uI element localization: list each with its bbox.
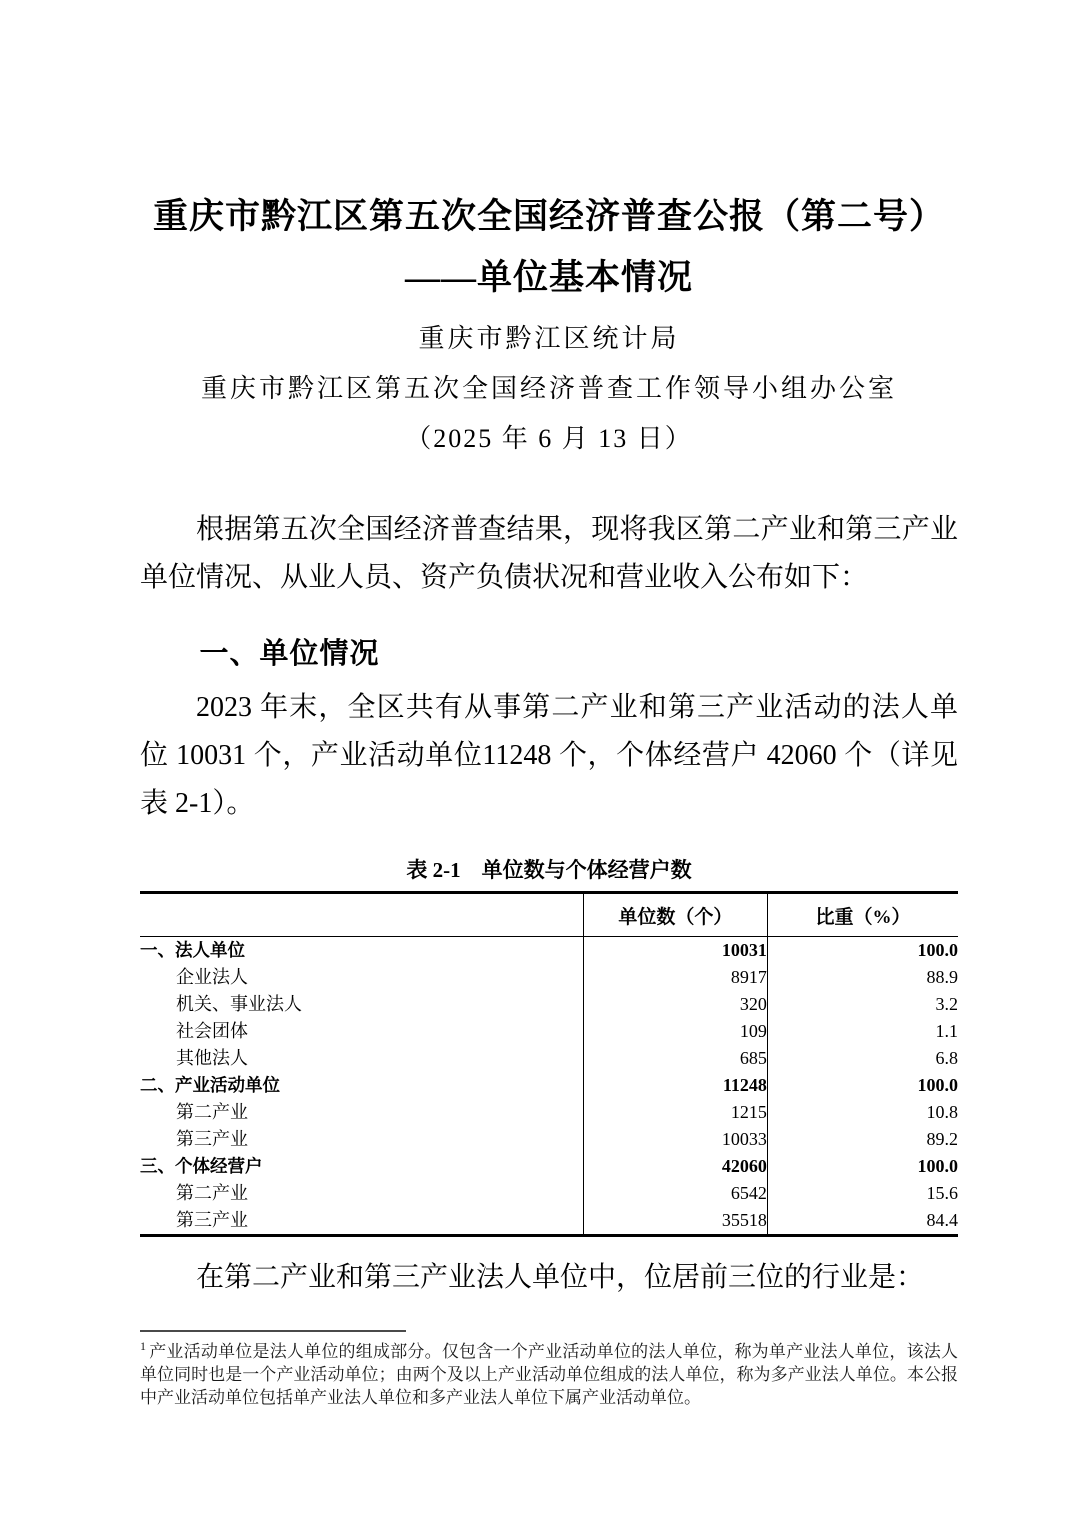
- table-row: [140, 1153, 958, 1180]
- row-share-percent: 100.0: [767, 1153, 958, 1180]
- row-unit-count: 685: [583, 1045, 767, 1072]
- top-industries-paragraph: 在第二产业和第三产业法人单位中，位居前三位的行业是：: [196, 1262, 925, 1293]
- row-unit-count: 320: [583, 991, 767, 1018]
- units-table: [140, 891, 958, 1237]
- document-page: [140, 0, 958, 1409]
- row-unit-count: 10031: [583, 937, 767, 965]
- row-share-percent: 100.0: [767, 1072, 958, 1099]
- row-label: 第三产业: [176, 1210, 248, 1230]
- row-unit-count: 109: [583, 1018, 767, 1045]
- column-header-share: 比重（%）: [767, 893, 958, 937]
- row-label: 第二产业: [176, 1183, 248, 1203]
- row-label: 第二产业: [176, 1102, 248, 1122]
- table-title: 表 2-1 单位数与个体经营户数: [406, 858, 692, 882]
- row-label: 一、法人单位: [140, 940, 245, 960]
- document-title-line2: ——单位基本情况: [404, 258, 693, 297]
- table-row: [140, 991, 958, 1018]
- section-heading-units: 一、单位情况: [199, 638, 380, 670]
- units-summary-paragraph: 2023 年末，全区共有从事第二产业和第三产业活动的法人单位 10031 个，产业活动单位11248 个，个体经营户 42060 个（详见表 2-1）。: [140, 692, 958, 819]
- table-row: [140, 1207, 958, 1236]
- row-share-percent: 6.8: [767, 1045, 958, 1072]
- row-share-percent: 1.1: [767, 1018, 958, 1045]
- row-unit-count: 42060: [583, 1153, 767, 1180]
- row-share-percent: 100.0: [767, 937, 958, 965]
- column-header-unit-count: 单位数（个）: [583, 893, 767, 937]
- table-row: [140, 1180, 958, 1207]
- row-unit-count: 1215: [583, 1099, 767, 1126]
- footnote-separator: [140, 1330, 406, 1332]
- intro-paragraph: 根据第五次全国经济普查结果，现将我区第二产业和第三产业单位情况、从业人员、资产负债状况和营业收入公布如下：: [140, 514, 958, 593]
- footnote: [140, 1340, 958, 1409]
- row-unit-count: 11248: [583, 1072, 767, 1099]
- footnote-marker: 1: [140, 1339, 146, 1354]
- row-label: 机关、事业法人: [176, 994, 302, 1014]
- row-unit-count: 10033: [583, 1126, 767, 1153]
- row-unit-count: 6542: [583, 1180, 767, 1207]
- table-row: [140, 964, 958, 991]
- footnote-text: 产业活动单位是法人单位的组成部分。仅包含一个产业活动单位的法人单位，称为单产业法人单位，该法人单位同时也是一个产业活动单位；由两个及以上产业活动单位组成的法人单位，称为多产业法人单位。本公报中产业活动单位包括单产业法人单位和多产业法人单位下属产业活动单位。: [140, 1342, 958, 1407]
- issuing-orgs: [140, 314, 958, 464]
- row-label: 三、个体经营户: [140, 1156, 263, 1176]
- org-name-statistics-bureau: 重庆市黔江区统计局: [418, 324, 680, 353]
- row-label: 其他法人: [176, 1048, 248, 1068]
- publish-date: （2025 年 6 月 13 日）: [405, 424, 693, 453]
- table-row: [140, 1045, 958, 1072]
- row-share-percent: 15.6: [767, 1180, 958, 1207]
- table-row: [140, 1099, 958, 1126]
- document-title: [140, 186, 958, 308]
- row-share-percent: 88.9: [767, 964, 958, 991]
- row-label: 二、产业活动单位: [140, 1075, 280, 1095]
- org-name-census-office: 重庆市黔江区第五次全国经济普查工作领导小组办公室: [200, 374, 897, 403]
- row-label: 第三产业: [176, 1129, 248, 1149]
- row-share-percent: 89.2: [767, 1126, 958, 1153]
- table-row: [140, 1018, 958, 1045]
- row-label: 社会团体: [176, 1021, 248, 1041]
- column-header-blank: [140, 893, 583, 937]
- row-label: 企业法人: [176, 967, 248, 987]
- row-unit-count: 8917: [583, 964, 767, 991]
- units-table-body: [140, 937, 958, 1236]
- document-title-line1: 重庆市黔江区第五次全国经济普查公报（第二号）: [152, 197, 945, 236]
- table-row: [140, 937, 958, 965]
- units-table-header: [140, 893, 958, 937]
- row-share-percent: 10.8: [767, 1099, 958, 1126]
- table-row: [140, 1072, 958, 1099]
- row-unit-count: 35518: [583, 1207, 767, 1236]
- row-share-percent: 3.2: [767, 991, 958, 1018]
- table-row: [140, 1126, 958, 1153]
- row-share-percent: 84.4: [767, 1207, 958, 1236]
